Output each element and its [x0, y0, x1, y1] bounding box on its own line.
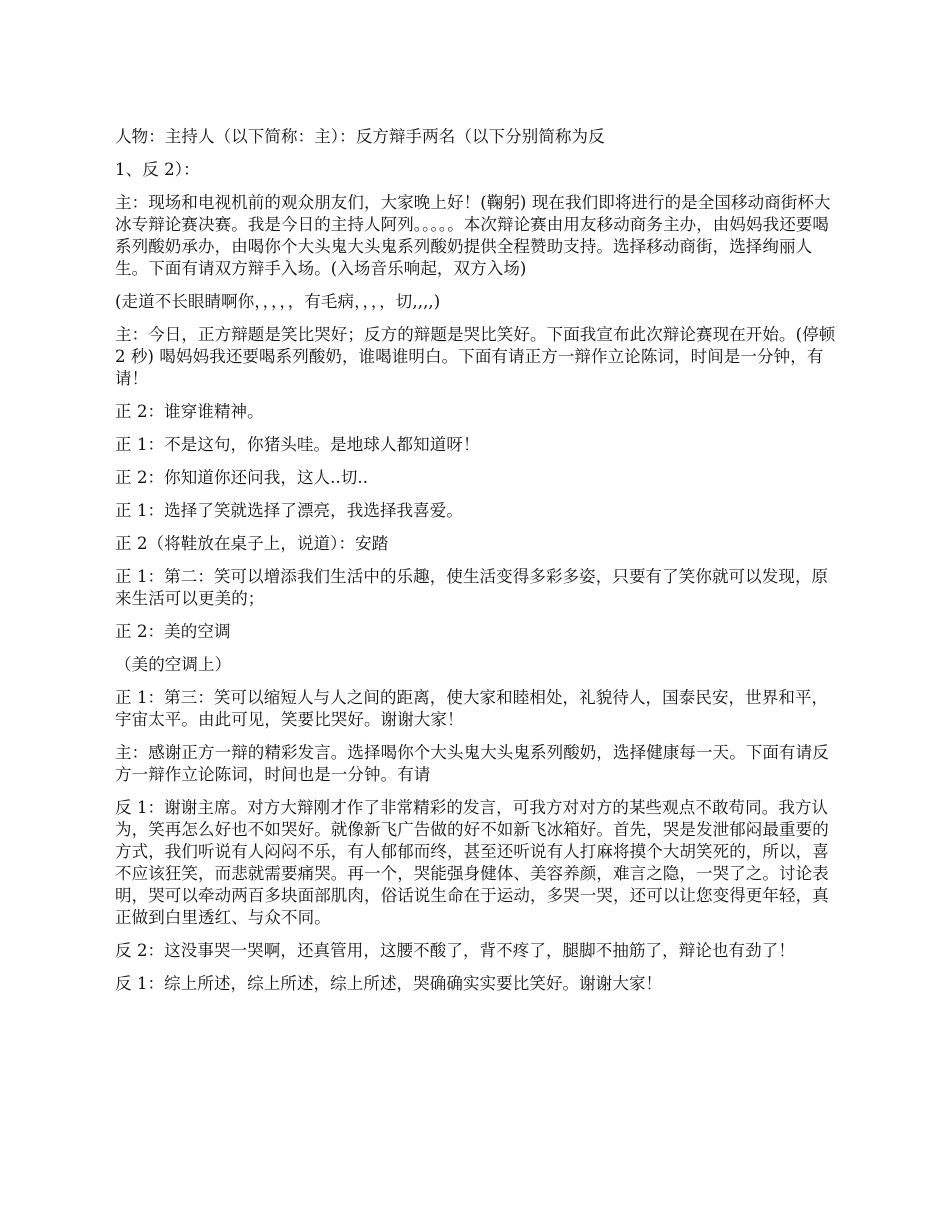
document-body	[115, 126, 840, 1006]
paragraph-pro2-line2: 正 2：你知道你还问我，这人..切..	[115, 468, 369, 487]
paragraph-con1-argument: 反 1：谢谢主席。对方大辩刚才作了非常精彩的发言，可我方对对方的某些观点不敢苟同。我方认为，笑再怎么好也不如哭好。就像新飞广告做的好不如新飞冰箱好。首先，哭是发泄郁闷最重要的方式，我们听说有人闷闷不乐，有人郁郁而终，甚至还听说有人打麻将摸个大胡笑死的，所以，喜不应该狂笑，而悲就需要痛哭。再一个，哭能强身健体、美容养颜，难言之隐，一哭了之。讨论表明，哭可以牵动两百多块面部肌肉，俗话说生命在于运动，多哭一哭，还可以让您变得更年轻，真正做到白里透红、与众不同。	[115, 798, 829, 927]
paragraph-characters-cont: 1、反 2）：	[115, 160, 200, 179]
paragraph-characters: 人物：主持人（以下简称：主）：反方辩手两名（以下分别简称为反	[115, 127, 605, 146]
paragraph-pro1-line1: 正 1：不是这句，你猪头哇。是地球人都知道呀！	[115, 435, 480, 454]
paragraph-pro1-line2: 正 1：选择了笑就选择了漂亮，我选择我喜爱。	[115, 501, 463, 520]
paragraph-pro1-point2: 正 1：第二：笑可以增添我们生活中的乐趣，使生活变得多彩多姿，只要有了笑你就可以发现，原来生活可以更美的；	[115, 567, 829, 608]
paragraph-pro2-line4: 正 2：美的空调	[115, 622, 231, 641]
paragraph-pro2-line1: 正 2：谁穿谁精神。	[115, 402, 264, 421]
paragraph-con2-line1: 反 2：这没事哭一哭啊，还真管用，这腰不酸了，背不疼了，腿脚不抽筋了，辩论也有劲了！	[115, 941, 795, 960]
paragraph-host-opening: 主：现场和电视机前的观众朋友们，大家晚上好！(鞠躬) 现在我们即将进行的是全国移动商街杯大冰专辩论赛决赛。我是今日的主持人阿列。。。。。本次辩论赛由用友移动商务主办，由妈妈我还要喝系列酸奶承办，由喝你个大头鬼大头鬼系列酸奶提供全程赞助支持。选择移动商街，选择绚丽人生。下面有请双方辩手入场。(入场音乐响起，双方入场)	[115, 193, 831, 278]
paragraph-host-topics: 主：今日，正方辩题是笑比哭好；反方的辩题是哭比笑好。下面我宣布此次辩论赛现在开始。(停顿 2 秒) 喝妈妈我还要喝系列酸奶，谁喝谁明白。下面有请正方一辩作立论陈词，时间是一分钟，有请！	[115, 325, 836, 388]
paragraph-entrance-aside: (走道不长眼睛啊你，，，，，有毛病，，，，切,,,,)	[115, 292, 441, 311]
paragraph-con1-conclusion: 反 1：综上所述，综上所述，综上所述，哭确确实实要比笑好。谢谢大家！	[115, 974, 663, 993]
paragraph-host-transition: 主：感谢正方一辩的精彩发言。选择喝你个大头鬼大头鬼系列酸奶，选择健康每一天。下面有请反方一辩作立论陈词，时间也是一分钟。有请	[115, 743, 829, 784]
paragraph-stage-aside: （美的空调上）	[115, 655, 232, 674]
paragraph-pro1-point3: 正 1：第三：笑可以缩短人与人之间的距离，使大家和睦相处，礼貌待人，国泰民安，世界和平，宇宙太平。由此可见，笑要比哭好。谢谢大家！	[115, 688, 829, 729]
paragraph-pro2-line3: 正 2（将鞋放在桌子上，说道）：安踏	[115, 534, 389, 553]
